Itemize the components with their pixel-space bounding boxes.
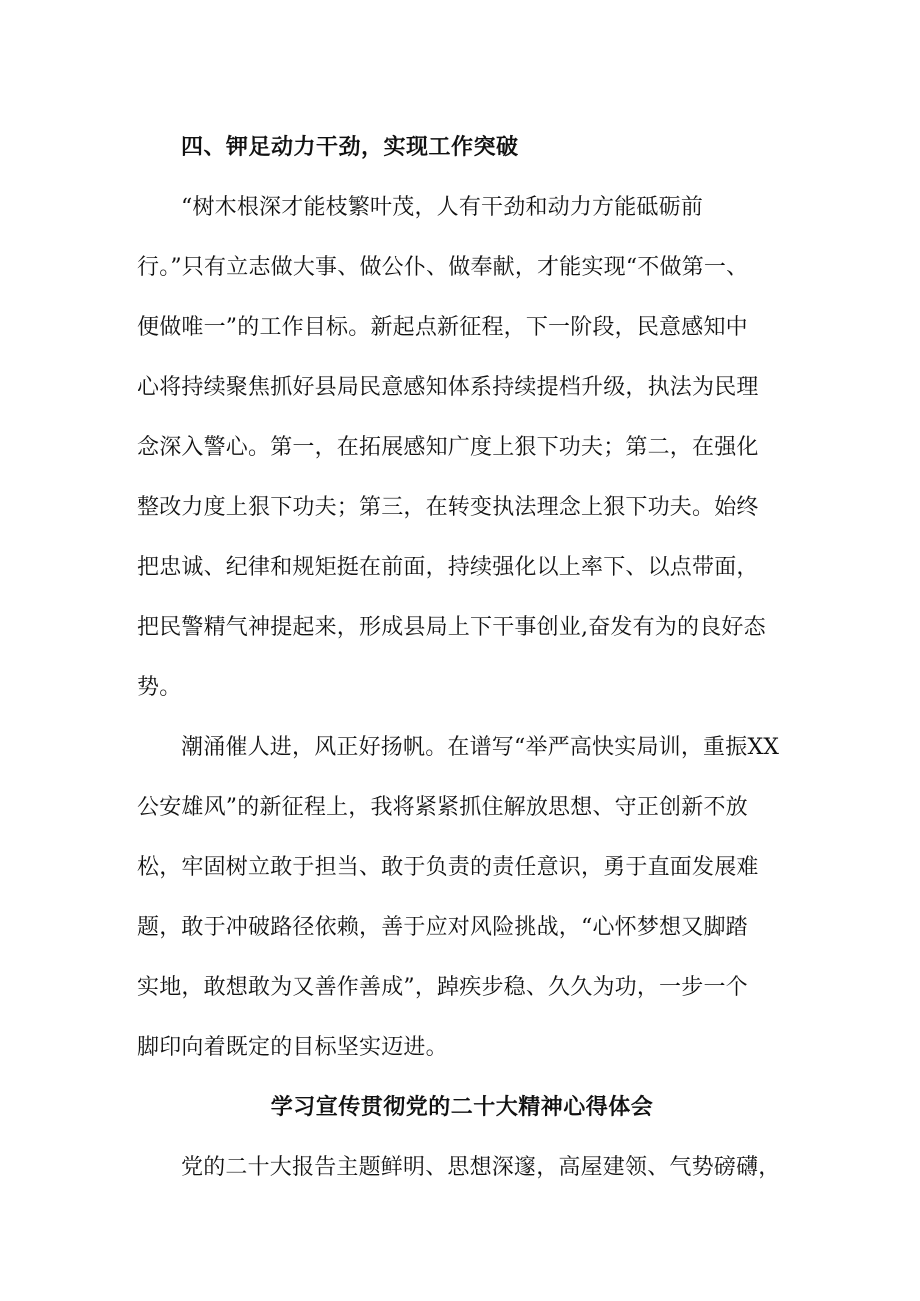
paragraph-line: 公安雄风”的新征程上，我将紧紧抓住解放思想、守正创新不放 xyxy=(137,795,748,820)
article-paragraph-1 xyxy=(137,1138,797,1198)
paragraph-line: 心将持续聚焦抓好县局民意感知体系持续提档升级，执法为民理 xyxy=(137,375,759,400)
document-page xyxy=(137,118,797,1198)
paragraph-line: 党的二十大报告主题鲜明、思想深邃，高屋建领、气势磅礴， xyxy=(181,1155,781,1180)
paragraph-line: 脚印向着既定的目标坚实迈进。 xyxy=(137,1035,448,1060)
paragraph-line: 实地，敢想敢为又善作善成”，踔疾步稳、久久为功，一步一个 xyxy=(137,975,748,1000)
paragraph-line: 念深入警心。第一，在拓展感知广度上狠下功夫；第二，在强化 xyxy=(137,435,759,460)
section-heading: 四、钾足动力干劲，实现工作突破 xyxy=(181,135,519,160)
section-paragraph-1 xyxy=(137,178,797,718)
paragraph-line: 松，牢固树立敢于担当、敢于负责的责任意识，勇于直面发展难 xyxy=(137,855,759,880)
paragraph-line: 整改力度上狠下功夫；第三，在转变执法理念上狠下功夫。始终 xyxy=(137,495,759,520)
paragraph-line: 把民警精气神提起来，形成县局上下干事创业,奋发有为的良好态 xyxy=(137,615,766,640)
section-paragraph-2 xyxy=(137,718,797,1078)
article-title: 学习宣传贯彻党的二十大精神心得体会 xyxy=(270,1095,654,1120)
paragraph-line: 势。 xyxy=(137,675,182,700)
paragraph-line: 潮涌催人进，风正好扬帆。在谱写“举严高快实局训，重振XX xyxy=(181,735,780,760)
paragraph-line: 便做唯一”的工作目标。新起点新征程，下一阶段，民意感知中 xyxy=(137,315,748,340)
paragraph-line: 题，敢于冲破路径依赖，善于应对风险挑战，“心怀梦想又脚踏 xyxy=(137,915,748,940)
paragraph-line: 行。”只有立志做大事、做公仆、做奉献，才能实现“不做第一、 xyxy=(137,255,749,280)
paragraph-line: 把忠诚、纪律和规矩挺在前面，持续强化以上率下、以点带面， xyxy=(137,555,759,580)
paragraph-line: “树木根深才能枝繁叶茂，人有干劲和动力方能砥砺前 xyxy=(181,195,704,220)
